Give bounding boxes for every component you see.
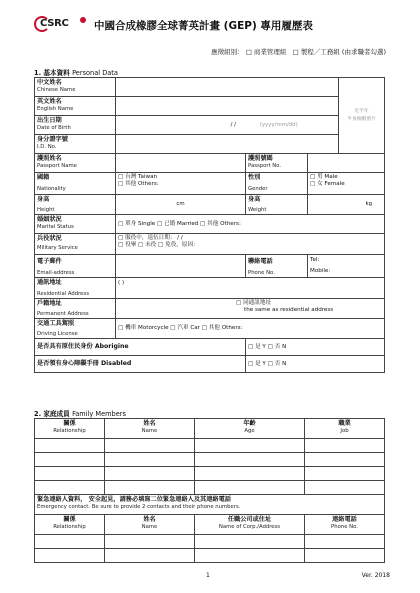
gender-options[interactable]: □ 男 Male □ 女 Female <box>308 173 385 195</box>
family-cell[interactable] <box>35 467 105 481</box>
apply-group-label: 應徵組別： <box>211 48 244 56</box>
emergency-header-corp: 任職公司或住址 Name of Corp./Address <box>195 515 305 535</box>
family-row <box>35 439 385 453</box>
emergency-header-phone: 連絡電話 Phone No. <box>305 515 385 535</box>
emergency-cell[interactable] <box>305 535 385 549</box>
emergency-row <box>35 549 385 563</box>
military-options[interactable]: □ 服役中，退伍日期： / / □ 役畢 □ 未役 □ 免役，原因： <box>116 234 385 255</box>
english-name-field[interactable] <box>116 97 339 116</box>
family-header-relationship: 關係 Relationship <box>35 419 105 439</box>
family-cell[interactable] <box>35 481 105 495</box>
group-option-process[interactable]: □ 製程／工務組 (由求職者勾選) <box>292 48 386 56</box>
disabled-label: 是否領有身心障礙手冊 Disabled <box>35 356 246 373</box>
photo-box[interactable]: 近半年 半身脫帽照片 <box>339 78 385 154</box>
section-2-title-en: Family Members <box>72 410 126 418</box>
family-cell[interactable] <box>105 453 195 467</box>
family-cell[interactable] <box>195 453 305 467</box>
aborigine-options[interactable]: □ 是 Y □ 否 N <box>246 339 385 356</box>
emergency-cell[interactable] <box>305 549 385 563</box>
family-cell[interactable] <box>195 439 305 453</box>
marital-label: 婚姻狀況 Marital Status <box>35 215 116 234</box>
emergency-row <box>35 535 385 549</box>
logo-dot-icon <box>80 17 86 23</box>
section-2-title-zh: 2. 家庭成員 <box>34 410 70 418</box>
emergency-header-row <box>35 515 385 535</box>
gender-label: 性別 Gender <box>246 173 308 195</box>
emergency-cell[interactable] <box>35 549 105 563</box>
emergency-note: 緊急連絡人資料， 安全起見，請務必填寫二位緊急連絡人及其連絡電話 Emergency contact. Be sure to provide 2 contacts and their phone numbers. <box>35 495 385 515</box>
height-label: 身高 Height <box>35 195 116 215</box>
dob-label: 出生日期 Date of Birth <box>35 116 116 135</box>
nationality-options[interactable]: □ 台灣 Taiwan □ 其他 Others: <box>116 173 246 195</box>
section-1-title-zh: 1. 基本資料 <box>34 69 70 77</box>
id-field[interactable] <box>116 135 339 154</box>
height-field[interactable]: cm <box>116 195 246 215</box>
personal-data-table <box>34 77 385 373</box>
passport-name-label: 護照姓名 Passport Name <box>35 154 116 173</box>
weight-field[interactable]: kg <box>308 195 385 215</box>
emergency-cell[interactable] <box>195 535 305 549</box>
weight-label: 身高 Weight <box>246 195 308 215</box>
dob-field[interactable]: / / (yyyy/mm/dd) <box>116 116 339 135</box>
csrc-logo <box>34 16 86 32</box>
residential-address-field[interactable]: ( ) <box>116 278 385 299</box>
military-label: 兵役狀況 Military Service <box>35 234 116 255</box>
version-label: Ver. 2018 <box>361 572 390 579</box>
page-title: 中國合成橡膠全球菁英計畫 (GEP) 專用履歷表 <box>94 20 313 32</box>
aborigine-label: 是否具有原住民身份 Aborigine <box>35 339 246 356</box>
emergency-cell[interactable] <box>195 549 305 563</box>
id-label: 身分證字號 I.D. No. <box>35 135 116 154</box>
permanent-address-label: 戶籍地址 Permanent Address <box>35 299 116 319</box>
marital-options[interactable]: □ 單身 Single □ 已婚 Married □ 其他 Others: <box>116 215 385 234</box>
emergency-cell[interactable] <box>35 535 105 549</box>
chinese-name-field[interactable] <box>116 78 339 97</box>
family-cell[interactable] <box>195 481 305 495</box>
family-cell[interactable] <box>305 453 385 467</box>
email-field[interactable] <box>116 255 246 278</box>
family-header-row <box>35 419 385 439</box>
family-cell[interactable] <box>305 439 385 453</box>
family-cell[interactable] <box>35 453 105 467</box>
phone-field[interactable]: Tel: Mobile: <box>308 255 385 278</box>
phone-label: 聯絡電話 Phone No. <box>246 255 308 278</box>
family-members-table <box>34 418 385 563</box>
emergency-header-relationship: 關係 Relationship <box>35 515 105 535</box>
family-header-job: 職業 Job <box>305 419 385 439</box>
emergency-cell[interactable] <box>105 535 195 549</box>
permanent-address-field[interactable]: □ 同通訊地址 the same as residential address <box>116 299 385 319</box>
page-number: 1 <box>206 572 210 579</box>
family-row <box>35 453 385 467</box>
driving-license-label: 交通工具駕照 Driving License <box>35 319 116 339</box>
family-cell[interactable] <box>305 467 385 481</box>
emergency-header-name: 姓名 Name <box>105 515 195 535</box>
family-header-name: 姓名 Name <box>105 419 195 439</box>
apply-group-line <box>211 47 386 56</box>
email-label: 電子郵件 Email-address <box>35 255 116 278</box>
family-header-age: 年齡 Age <box>195 419 305 439</box>
family-cell[interactable] <box>35 439 105 453</box>
section-2-title <box>34 408 126 418</box>
family-cell[interactable] <box>105 481 195 495</box>
family-row <box>35 467 385 481</box>
passport-no-label: 護照號碼 Passport No. <box>246 154 308 173</box>
group-option-business[interactable]: □ 商業管理組 <box>245 48 287 56</box>
family-cell[interactable] <box>105 467 195 481</box>
emergency-cell[interactable] <box>105 549 195 563</box>
residential-address-label: 通訊地址 Residential Address <box>35 278 116 299</box>
english-name-label: 英文姓名 English Name <box>35 97 116 116</box>
family-cell[interactable] <box>105 439 195 453</box>
disabled-options[interactable]: □ 是 Y □ 否 N <box>246 356 385 373</box>
section-1-title <box>34 67 118 77</box>
passport-no-field[interactable] <box>308 154 385 173</box>
driving-license-options[interactable]: □ 機車 Motorcycle □ 汽車 Car □ 其他 Others: <box>116 319 385 339</box>
chinese-name-label: 中文姓名 Chinese Name <box>35 78 116 97</box>
family-row <box>35 481 385 495</box>
section-1-title-en: Personal Data <box>72 69 118 77</box>
nationality-label: 國籍 Nationality <box>35 173 116 195</box>
emergency-note-row <box>35 495 385 515</box>
family-cell[interactable] <box>305 481 385 495</box>
passport-name-field[interactable] <box>116 154 246 173</box>
logo-text: CSRC <box>40 18 69 29</box>
family-cell[interactable] <box>195 467 305 481</box>
